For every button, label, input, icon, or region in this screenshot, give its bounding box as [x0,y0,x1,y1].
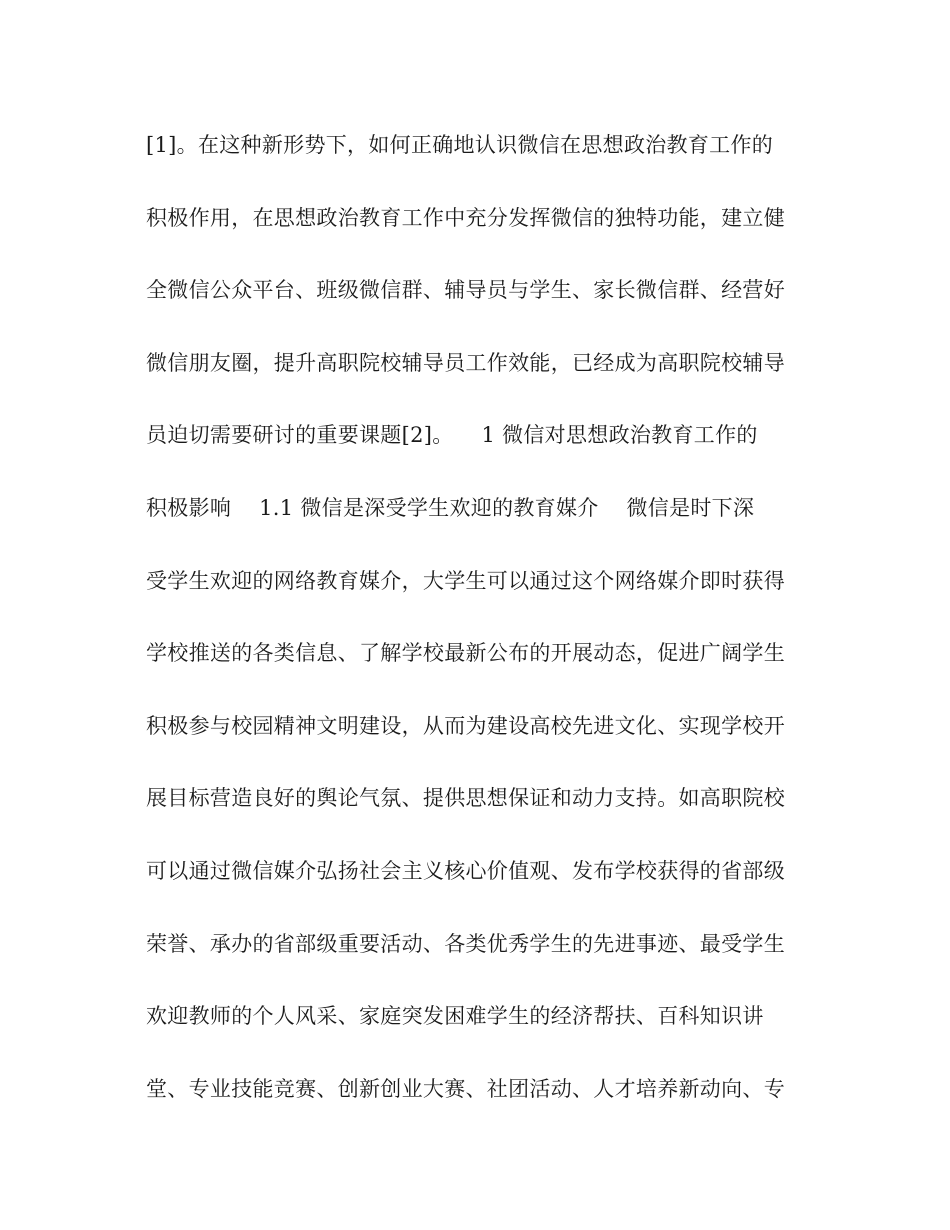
text-line: 微信朋友圈，提升高职院校辅导员工作效能，已经成为高职院校辅导 [146,350,785,375]
text-line: 堂、专业技能竞赛、创新创业大赛、社团活动、人才培养新动向、专 [146,1076,785,1101]
text-line: 积极作用，在思想政治教育工作中充分发挥微信的独特功能，建立健 [146,205,785,230]
text-line: 展目标营造良好的舆论气氛、提供思想保证和动力支持。如高职院校 [146,786,785,811]
text-line: 员迫切需要研讨的重要课题[2]。 1 微信对思想政治教育工作的 [146,423,758,448]
body-text [146,120,806,1136]
text-line: 积极影响 1.1 微信是深受学生欢迎的教育媒介 微信是时下深 [146,495,755,520]
text-line: 可以通过微信媒介弘扬社会主义核心价值观、发布学校获得的省部级 [146,858,785,883]
text-line: 学校推送的各类信息、了解学校最新公布的开展动态，促进广阔学生 [146,641,785,666]
text-line: [1]。在这种新形势下，如何正确地认识微信在思想政治教育工作的 [146,133,774,157]
text-line: 积极参与校园精神文明建设，从而为建设高校先进文化、实现学校开 [146,713,785,738]
text-line: 欢迎教师的个人风采、家庭突发困难学生的经济帮扶、百科知识讲 [146,1004,764,1029]
text-line: 受学生欢迎的网络教育媒介，大学生可以通过这个网络媒介即时获得 [146,568,785,593]
text-line: 荣誉、承办的省部级重要活动、各类优秀学生的先进事迹、最受学生 [146,931,785,956]
text-line: 全微信公众平台、班级微信群、辅导员与学生、家长微信群、经营好 [146,278,785,303]
